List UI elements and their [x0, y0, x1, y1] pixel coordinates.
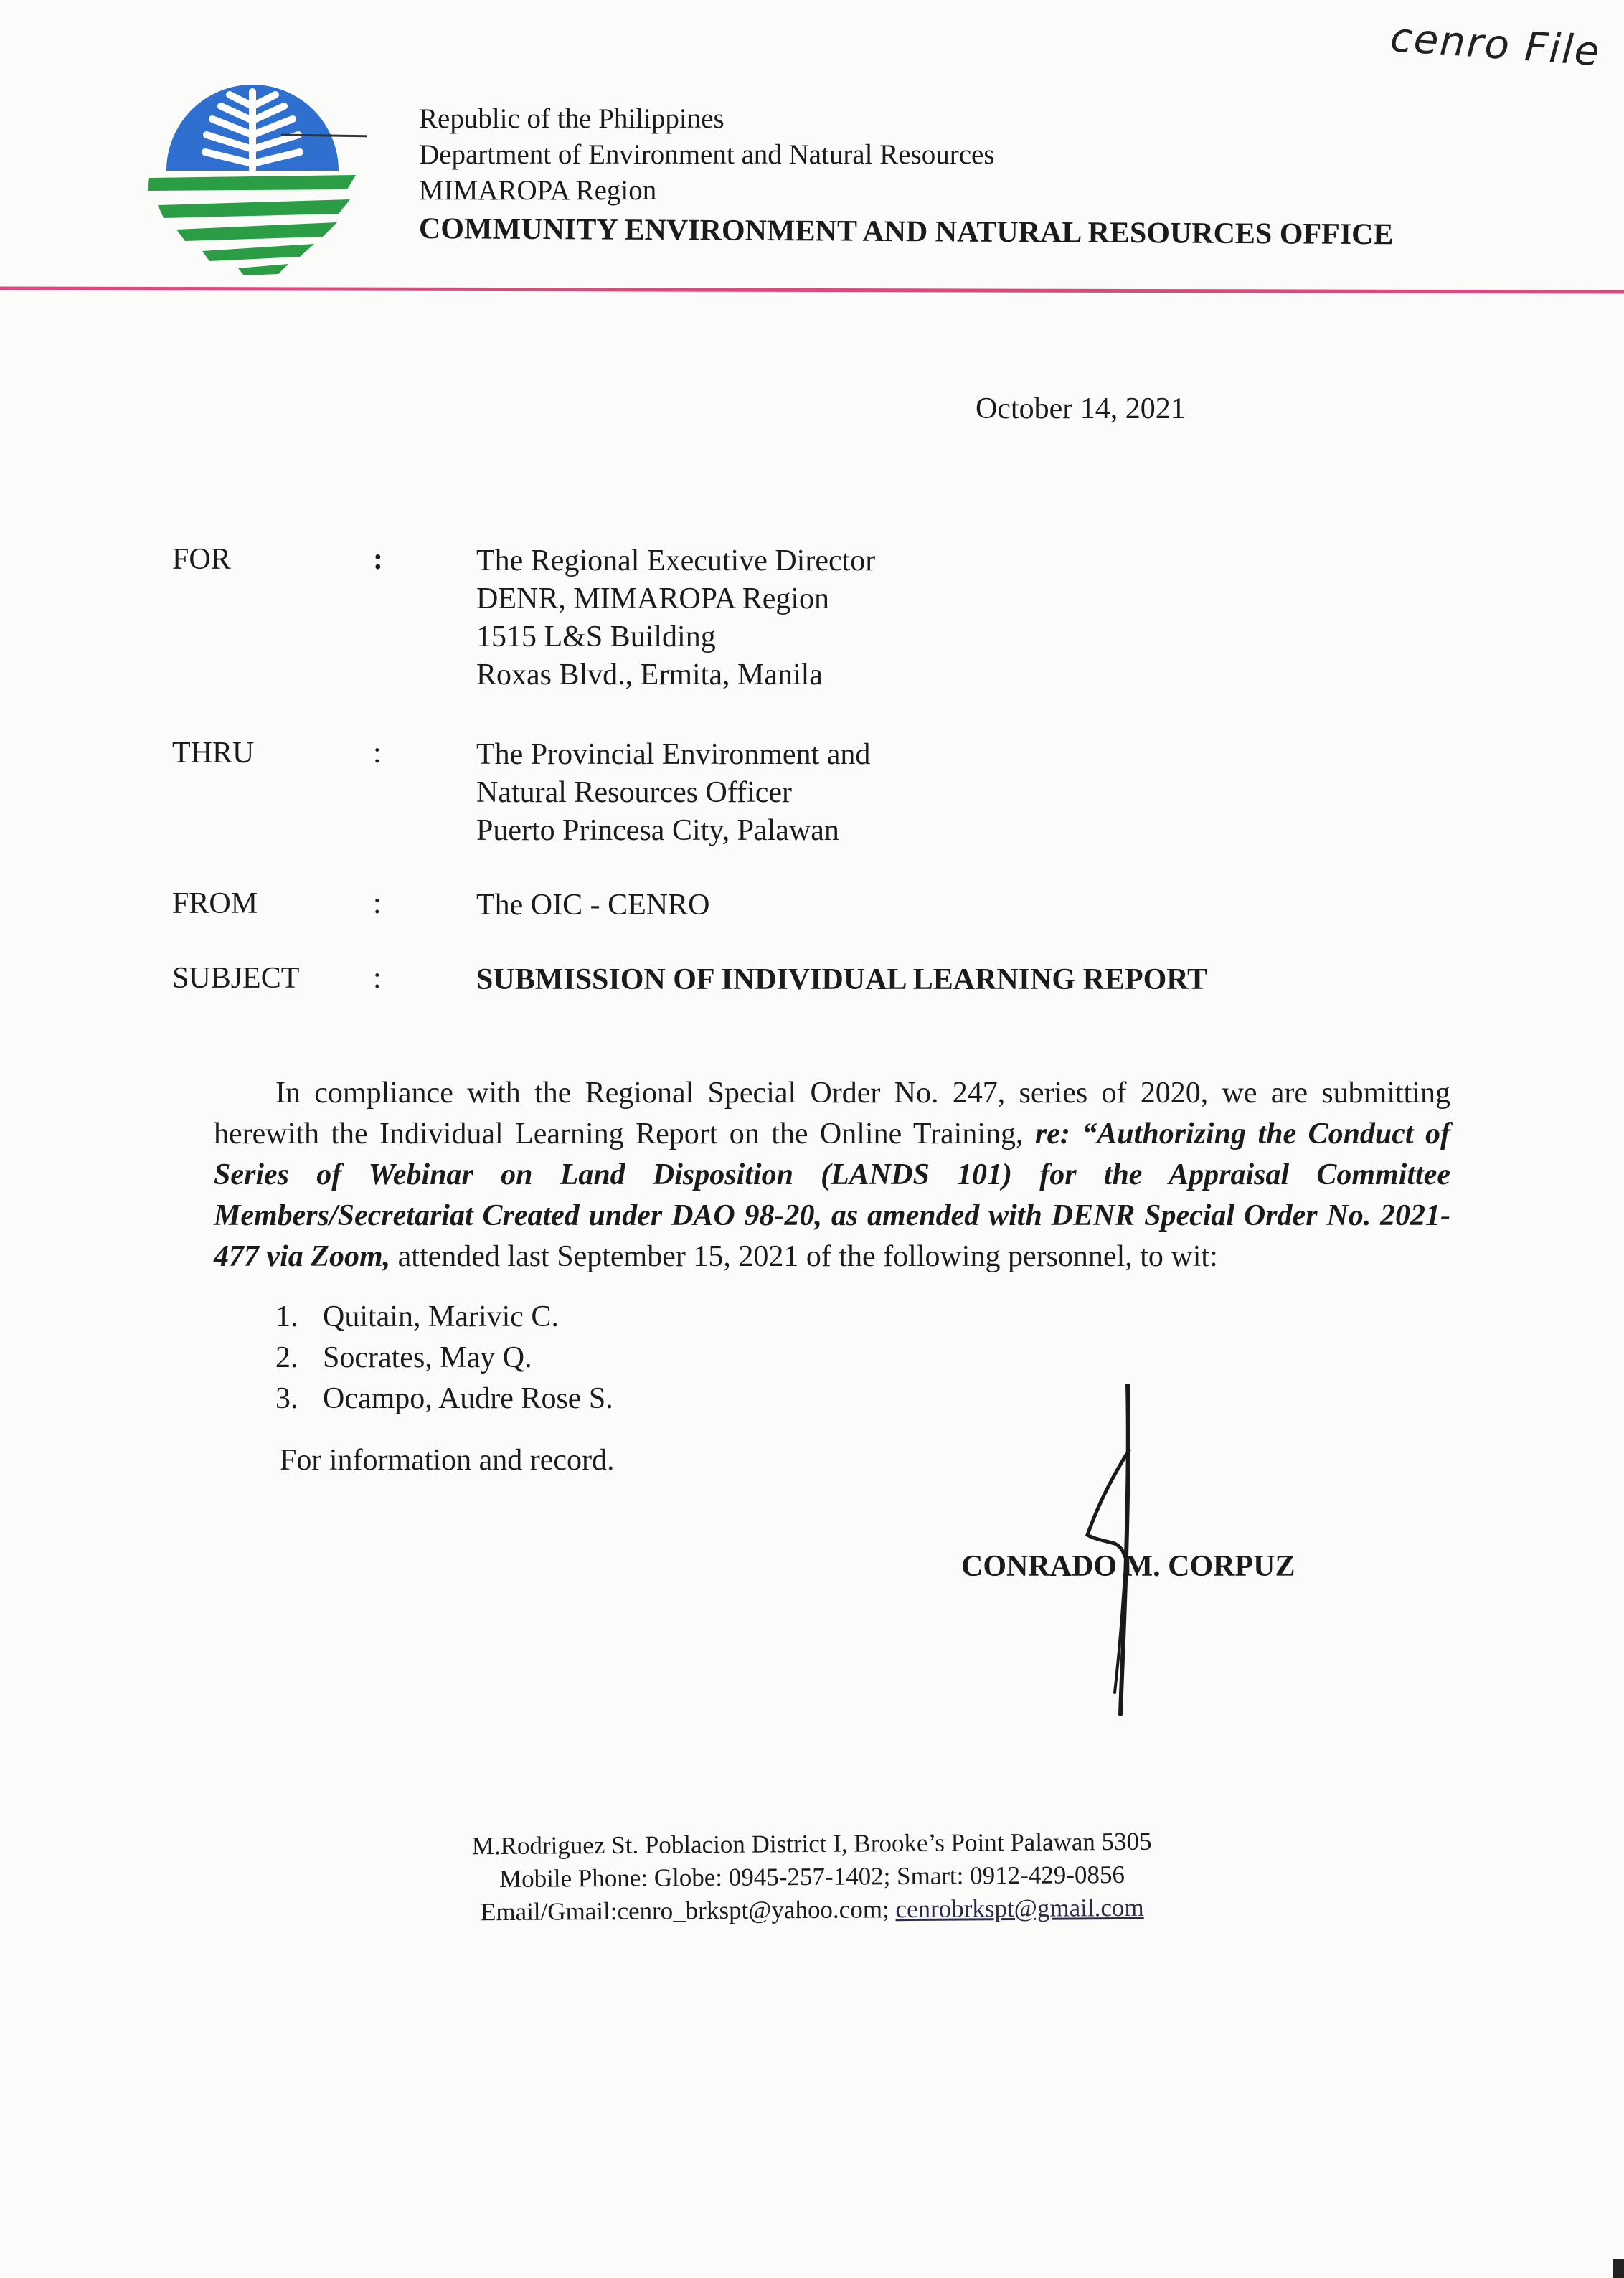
list-item: 1. Quitain, Marivic C. — [275, 1300, 559, 1333]
personnel-list — [275, 1297, 613, 1419]
thru-line: Natural Resources Officer — [476, 776, 793, 809]
handwritten-signature — [1054, 1384, 1155, 1721]
letterhead-office-name: COMMUNITY ENVIRONMENT AND NATURAL RESOURCES OFFICE — [418, 212, 1394, 252]
footer-phone: Mobile Phone: Globe: 0945-257-1402; Smart: 0912-429-0856 — [499, 1860, 1125, 1894]
footer-contact — [0, 1822, 1624, 1932]
letterhead-line-department: Department of Environment and Natural Resources — [419, 139, 995, 170]
for-line: 1515 L&S Building — [476, 620, 716, 653]
letterhead-line-republic: Republic of the Philippines — [419, 103, 724, 134]
thru-recipient — [476, 736, 870, 850]
thru-label: THRU — [172, 737, 255, 770]
footer-email: Email/Gmail:cenro_brkspt@yahoo.com; cenrobrkspt@gmail.com — [480, 1893, 1144, 1927]
subject-colon: : — [373, 962, 382, 995]
list-item: 3. Ocampo, Audre Rose S. — [275, 1382, 613, 1415]
thru-line: Puerto Princesa City, Palawan — [476, 814, 839, 847]
for-line: The Regional Executive Director — [476, 544, 876, 577]
subject-label: SUBJECT — [172, 962, 300, 995]
footer-address: M.Rodriguez St. Poblacion District I, Brooke’s Point Palawan 5305 — [471, 1827, 1152, 1861]
training-title: re: “Authorizing the Conduct of Series of Webinar on Land Disposition (LANDS 101) for the Appraisal Committee Members/Secretariat Created under DAO 98-20, as amended with DENR Special Order No. 2021-477 via Zoom, — [214, 1117, 1450, 1273]
paragraph-text-start: In compliance with the Regional Special Order No. 247, series of 2020, we are submitting herewith the Individual Learning Report on the Online Training, — [214, 1077, 1450, 1150]
for-line: Roxas Blvd., Ermita, Manila — [476, 658, 823, 691]
from-value: The OIC - CENRO — [476, 889, 710, 922]
paragraph-text-end: attended last September 15, 2021 of the following personnel, to wit: — [390, 1240, 1218, 1273]
for-label: FOR — [172, 543, 231, 576]
for-recipient — [476, 542, 875, 694]
from-colon: : — [373, 887, 382, 920]
denr-logo — [138, 63, 367, 278]
scan-edge-mark — [1613, 2259, 1624, 2278]
header-rule — [0, 285, 1624, 296]
body-paragraph — [214, 1073, 1450, 1277]
closing-line: For information and record. — [280, 1444, 615, 1477]
signatory-name: CONRADO M. CORPUZ — [961, 1550, 1295, 1583]
letter-date: October 14, 2021 — [976, 392, 1186, 425]
for-colon: : — [373, 543, 383, 576]
for-line: DENR, MIMAROPA Region — [476, 582, 830, 615]
gmail-link[interactable]: cenrobrkspt@gmail.com — [895, 1893, 1144, 1924]
subject-value: SUBMISSION OF INDIVIDUAL LEARNING REPORT — [476, 963, 1208, 996]
from-label: FROM — [172, 887, 258, 920]
letterhead-line-region: MIMAROPA Region — [419, 175, 657, 206]
thru-colon: : — [373, 737, 382, 770]
handwritten-note: cenro File — [1389, 14, 1602, 76]
thru-line: The Provincial Environment and — [476, 738, 871, 771]
list-item: 2. Socrates, May Q. — [275, 1341, 532, 1374]
